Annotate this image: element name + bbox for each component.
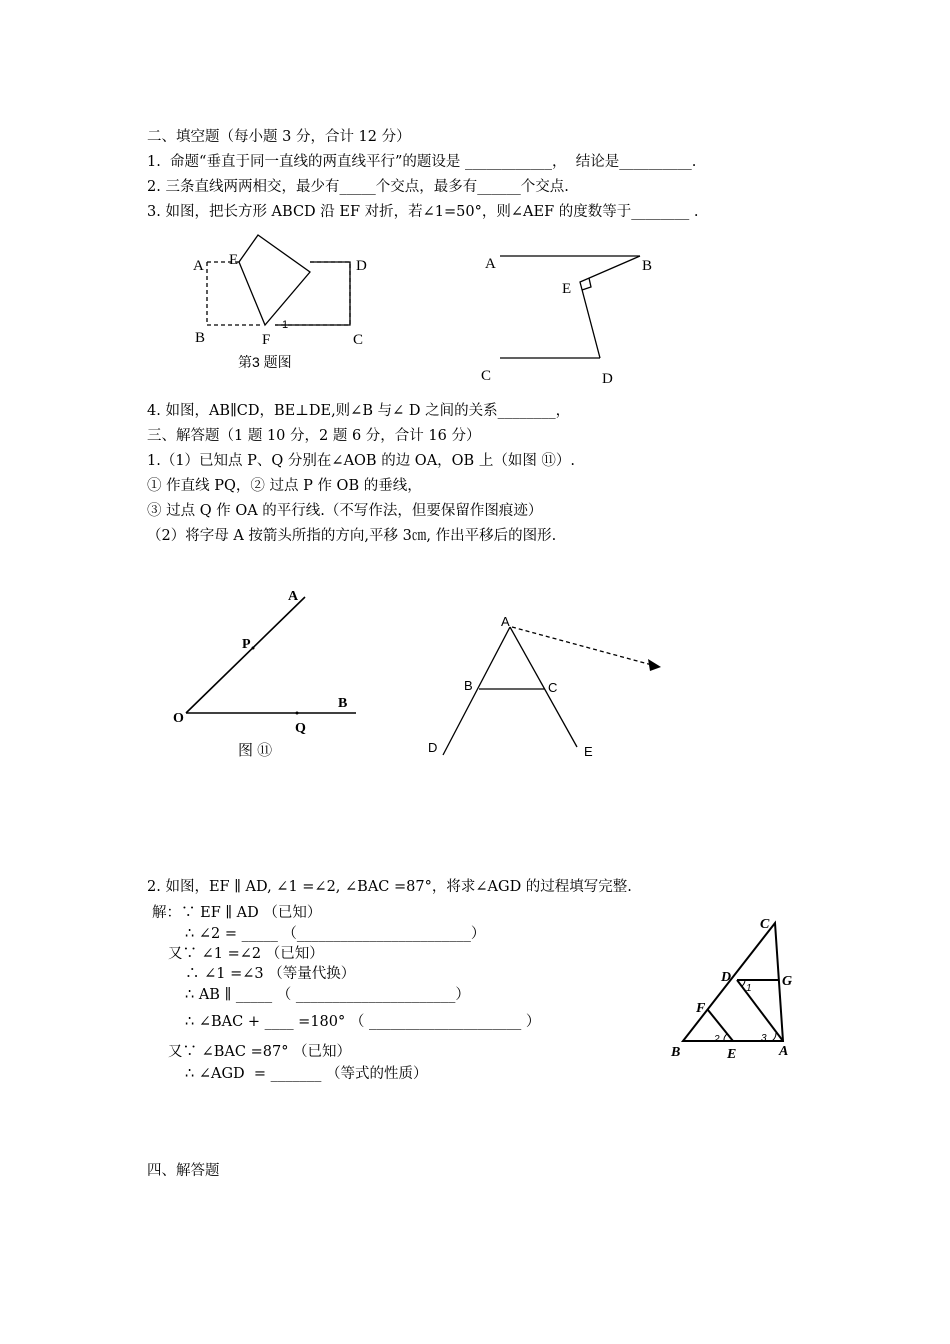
fig3-label-C: C	[353, 332, 364, 348]
tri-label-C: C	[760, 917, 770, 932]
solid-remaining-part	[275, 262, 350, 325]
tri-label-G: G	[782, 974, 793, 989]
fig4-label-D: D	[602, 371, 613, 387]
fig3-label-A: A	[193, 258, 204, 274]
section3-title: 三、解答题（1 题 10 分，2 题 6 分，合计 16 分）	[147, 428, 481, 444]
tri-label-B: B	[671, 1045, 681, 1060]
tri-label-F: F	[696, 1001, 706, 1016]
dashed-rectangle	[207, 262, 350, 325]
fig11-label-Q: Q	[295, 721, 306, 736]
fig3-caption: 第3 题图	[238, 354, 292, 370]
figure-3-rectangle-fold	[207, 235, 350, 325]
figA-label-B: B	[464, 678, 473, 693]
proof-line: ∴ ∠AGD = _______ （等式的性质）	[185, 1066, 428, 1082]
fig11-caption: 图 ⑪	[238, 742, 273, 759]
figure-4-parallel	[500, 256, 640, 358]
translation-arrow-line	[512, 627, 652, 665]
tri-label-D: D	[721, 970, 732, 985]
proof-line: ∴ ∠2 = _____ （________________________）	[185, 926, 486, 942]
question-2-2: 2. 三条直线两两相交，最少有_____个交点，最多有______个交点.	[147, 179, 569, 195]
fig11-label-P: P	[242, 637, 251, 652]
tri-angle-2: 2	[714, 1034, 720, 1045]
section2-title: 二、填空题（每小题 3 分，合计 12 分）	[147, 129, 411, 145]
fig3-angle-1: 1	[282, 319, 289, 331]
fig3-label-F: F	[262, 332, 271, 348]
tri-angle-1: 1	[746, 983, 752, 994]
proof-line: 解：∵ EF ∥ AD （已知）	[152, 905, 322, 921]
proof-line: ∴ ∠1 =∠3 （等量代换）	[185, 966, 356, 982]
tri-label-A: A	[779, 1044, 789, 1059]
question-3-1-line3: ③ 过点 Q 作 OA 的平行线.（不写作法，但要保留作图痕迹）	[147, 503, 543, 519]
fig11-label-B: B	[338, 696, 348, 711]
proof-line: ∴ AB ∥ _____ （ ______________________）	[185, 987, 470, 1003]
figure-triangle	[683, 923, 783, 1041]
arrowhead-icon	[648, 659, 661, 671]
proof-line: 又∵ ∠BAC =87° （已知）	[168, 1044, 352, 1060]
line-AE	[510, 627, 577, 747]
fig11-label-O: O	[173, 711, 184, 726]
question-3-1-line1: 1.（1）已知点 P、Q 分别在∠AOB 的边 OA，OB 上（如图 ⑪）.	[147, 453, 576, 469]
question-3-2-head: 2. 如图，EF ∥ AD, ∠1 =∠2, ∠BAC =87°，将求∠AGD 的过程填写完整.	[147, 879, 632, 895]
polyline-BED	[580, 256, 640, 358]
fig3-label-B: B	[195, 330, 206, 346]
figA-label-E: E	[584, 744, 593, 759]
ray-OA	[186, 597, 305, 713]
point-P	[252, 647, 255, 650]
fig4-label-A: A	[485, 256, 496, 272]
tri-angle-3: 3	[761, 1033, 767, 1044]
section4-title: 四、解答题	[147, 1163, 220, 1179]
proof-line: ∴ ∠BAC + ____ =180° （ _____________________ ）	[185, 1014, 541, 1030]
figA-label-D: D	[428, 740, 438, 755]
figA-label-A: A	[501, 614, 510, 629]
question-2-4: 4. 如图，AB∥CD，BE⊥DE,则∠B 与∠ D 之间的关系________，	[147, 403, 571, 419]
question-2-3: 3. 如图，把长方形 ABCD 沿 EF 对折，若∠1=50°，则∠AEF 的度数等于________ .	[147, 204, 699, 220]
fig3-label-D: D	[356, 258, 367, 274]
proof-line: 又∵ ∠1 =∠2 （已知）	[168, 946, 324, 962]
figure-11-angle	[186, 597, 356, 713]
tri-label-E: E	[727, 1047, 737, 1062]
question-3-1-line4: （2）将字母 A 按箭头所指的方向,平移 3㎝, 作出平移后的图形.	[147, 528, 557, 544]
folded-flap	[239, 235, 310, 325]
fig4-label-B: B	[642, 258, 653, 274]
question-2-1: 1. 命题“垂直于同一直线的两直线平行”的题设是 ____________， 结论是__________.	[147, 154, 697, 170]
question-3-1-line2: ① 作直线 PQ，② 过点 P 作 OB 的垂线，	[147, 478, 422, 494]
fig4-label-C: C	[481, 368, 492, 384]
line-FE	[708, 1010, 733, 1041]
line-DA	[737, 980, 783, 1041]
fig4-label-E: E	[562, 281, 572, 297]
point-Q	[296, 712, 299, 715]
fig3-label-E: E	[229, 252, 239, 268]
line-AD	[443, 627, 510, 755]
fig11-label-A: A	[288, 589, 299, 604]
triangle-BCA	[683, 923, 783, 1041]
figA-label-C: C	[548, 680, 558, 695]
